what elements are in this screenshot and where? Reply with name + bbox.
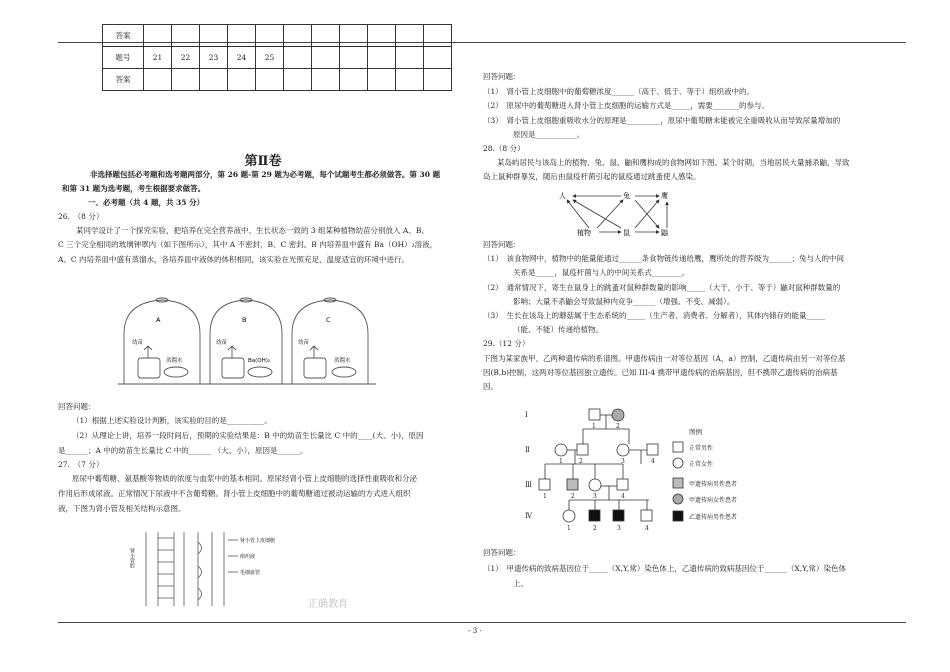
svg-text:4: 4 bbox=[645, 525, 649, 532]
q29-text-2: 因(B,b)控制，这两对等位基因独立遗传。已知 III-4 携带甲遗传病的治病基因，但不携带乙遗传病的治病基 bbox=[483, 368, 838, 377]
svg-text:2: 2 bbox=[579, 458, 583, 465]
svg-text:组织液: 组织液 bbox=[240, 554, 256, 560]
svg-text:4: 4 bbox=[651, 458, 655, 465]
q29-text-1: 下图为某家族甲、乙两种遗传病的系谱图。甲遗传病由一对等位基因（A，a）控制，乙遗传病由另一对等位基 bbox=[483, 354, 846, 363]
page-number: - 3 - bbox=[468, 627, 482, 635]
footer-rule bbox=[58, 622, 906, 623]
svg-text:肾小管上皮细胞: 肾小管上皮细胞 bbox=[240, 538, 276, 544]
svg-text:3: 3 bbox=[593, 493, 597, 500]
q27-text-1: 原尿中葡萄糖、氨基酸等物质的浓度与血浆中的基本相同。原尿经肾小管上皮细胞的选择性重吸收和分泌 bbox=[72, 474, 417, 483]
jar-label-c: C bbox=[326, 316, 331, 324]
bell-jar-figure bbox=[118, 292, 388, 392]
q26-answer-prompt: 回答问题： bbox=[58, 402, 96, 411]
instructions-line-1: 非选择题包括必考题和选考题两部分，第 26 题-第 29 题为必考题，每个试题考生都必须做答。第 30 题 bbox=[90, 170, 441, 179]
q28-sub-2a: （2） 通常情况下，寄生在鼠身上的跳蚤对鼠种群数量的影响_____（大于，小于、等于）鼬对鼠种群数量的 bbox=[483, 283, 841, 292]
svg-text:甲遗传病男性患者: 甲遗传病男性患者 bbox=[689, 481, 738, 488]
svg-text:4: 4 bbox=[621, 493, 625, 500]
jar-label-b: B bbox=[242, 316, 247, 324]
q26-sub-1: （1）根据上述实验设计判断，该实验的目的是__________。 bbox=[72, 416, 272, 425]
svg-text:植物: 植物 bbox=[577, 229, 591, 237]
q28-sub-1b: 关系是_____，鼠疫杆菌与人的中间关系式________。 bbox=[513, 268, 690, 277]
q28-text-2: 岛上鼠种群暴发，随后由鼠疫杆菌引起的鼠疫通过跳蚤使人感染。 bbox=[483, 172, 701, 181]
svg-text:1: 1 bbox=[567, 525, 571, 532]
svg-text:Ⅰ: Ⅰ bbox=[525, 411, 528, 419]
q27-text-3: 液，下图为肾小管及相关结构示意图。 bbox=[58, 504, 186, 513]
svg-text:1: 1 bbox=[559, 458, 563, 465]
table-row: 答案 bbox=[103, 25, 452, 47]
q29-answer-prompt: 回答问题： bbox=[483, 548, 521, 557]
svg-text:1: 1 bbox=[592, 423, 596, 430]
q28-sub-3a: （3） 生长在该岛上的蘑菇属于生态系统的_____（生产者、消费者、分解者），其体内储存的能量_____ bbox=[483, 311, 826, 320]
q28-sub-2b: 影响；大量不杀鼬会导致鼠种内竞争______（增强、不变、减弱）。 bbox=[513, 297, 735, 306]
svg-text:图例: 图例 bbox=[689, 428, 702, 436]
q29-sub-1a: （1） 甲遗传病的致病基因位于_____（X,Y,常）染色体上，乙遗传病的致病基因位于______（X,Y,常）染色体 bbox=[483, 564, 846, 573]
svg-text:鹰: 鹰 bbox=[661, 192, 668, 200]
q29-text-3: 因。 bbox=[483, 382, 498, 391]
svg-text:1: 1 bbox=[543, 493, 547, 500]
svg-text:毛细血管: 毛细血管 bbox=[240, 570, 261, 576]
q27-sub-1: （1） 肾小管上皮细胞中的葡萄糖浓度______（高于、低于、等于）组织液中的。 bbox=[483, 87, 755, 96]
tubule-figure bbox=[128, 528, 308, 610]
svg-text:Ⅲ: Ⅲ bbox=[525, 481, 532, 489]
svg-text:幼苗: 幼苗 bbox=[298, 340, 310, 346]
svg-text:Ⅳ: Ⅳ bbox=[525, 512, 532, 520]
svg-text:鼬: 鼬 bbox=[661, 229, 668, 237]
q27-sub-3b: 原因是___________。 bbox=[513, 130, 585, 139]
pedigree-figure bbox=[523, 404, 773, 532]
q26-text-2: C 三个完全相同的玻璃钟罩内（如下图所示），其中 A 不密封，B、C 密封。B 内培养皿中盛有 Ba（OH）₂溶液， bbox=[58, 240, 438, 249]
q28-answer-prompt: 回答问题： bbox=[483, 240, 521, 249]
svg-text:幼苗: 幼苗 bbox=[216, 340, 228, 346]
q26-number: 26. （8 分） bbox=[58, 212, 104, 221]
svg-text:3: 3 bbox=[621, 458, 625, 465]
q28-sub-1a: （1） 该食物网中，植物中的能量能通过______条食物链传递给鹰，鹰所处的营养级为______；兔与人的中间 bbox=[483, 254, 845, 263]
q28-text-1: 某岛屿居民与该岛上的植物、兔、鼠、鼬和鹰构成的食物网如下图。某个时期，当地居民大量捕杀鼬，导致 bbox=[497, 158, 850, 167]
jar-label-a: A bbox=[156, 316, 161, 324]
svg-text:3: 3 bbox=[617, 525, 621, 532]
table-row: 答案 bbox=[103, 69, 452, 91]
q26-text-3: A、C 内培养皿中盛有蒸馏水，各培养皿中液体的体积相同，该实验在光照充足，温度适宜的环境中进行。 bbox=[58, 255, 410, 264]
svg-text:2: 2 bbox=[616, 423, 620, 430]
q26-text-1: 某同学设计了一个探究实验，把培养在完全营养液中、生长状态一致的 3 组某种植物幼苗分别放入 A、B、 bbox=[76, 226, 429, 235]
section-title: 第Ⅱ卷 bbox=[244, 154, 282, 169]
q27-answer-prompt: 回答问题： bbox=[483, 72, 521, 81]
svg-text:Ⅱ: Ⅱ bbox=[525, 446, 530, 454]
svg-text:蒸馏水: 蒸馏水 bbox=[334, 358, 351, 364]
svg-text:Ba(OH)₂: Ba(OH)₂ bbox=[248, 358, 271, 364]
q27-sub-3a: （3） 肾小管上皮细胞重吸收水分的原理是_________，原尿中葡萄糖未能被完全重吸收从而导致尿量增加的 bbox=[483, 116, 841, 125]
svg-text:人: 人 bbox=[559, 192, 566, 200]
q29-number: 29.（12 分） bbox=[483, 339, 530, 348]
instructions-line-2: 和第 31 题为选考题，考生根据要求做答。 bbox=[62, 184, 206, 193]
svg-text:幼苗: 幼苗 bbox=[132, 340, 144, 346]
tubule-lumen-label: 肾小管腔 bbox=[129, 548, 135, 568]
q26-sub-2b: 是______；A 中的幼苗生长量比 C 中的______ （大、小），原因是______。 bbox=[58, 446, 308, 455]
answer-table bbox=[102, 24, 452, 91]
q26-sub-2a: （2）从理论上讲，培养一段时间后，预期的实验结果是：B 中的幼苗生长量比 C 中的____(大、小)，原因 bbox=[72, 431, 424, 440]
q27-text-2: 作用后形成尿液。正常情况下尿液中不含葡萄糖。肾小管上皮细胞中的葡萄糖通过被动运输的方式进入组织 bbox=[58, 489, 411, 498]
svg-text:兔: 兔 bbox=[623, 192, 630, 200]
q29-sub-1b: 上。 bbox=[513, 579, 528, 588]
svg-text:乙遗传病男性患者: 乙遗传病男性患者 bbox=[689, 514, 738, 521]
part-header: 一、必考题（共 4 题，共 35 分） bbox=[88, 198, 205, 207]
q27-sub-2: （2） 原尿中的葡萄糖进入肾小管上皮细胞的运输方式是_____，需要_______的参与。 bbox=[483, 101, 770, 110]
watermark: 正确教育 bbox=[308, 599, 348, 610]
svg-text:鼠: 鼠 bbox=[623, 229, 630, 237]
svg-text:正常女性: 正常女性 bbox=[689, 461, 714, 468]
svg-text:2: 2 bbox=[593, 525, 597, 532]
svg-text:2: 2 bbox=[571, 493, 575, 500]
svg-text:正常男性: 正常男性 bbox=[689, 445, 714, 452]
food-web-figure bbox=[559, 188, 689, 238]
svg-text:甲遗传病女性患者: 甲遗传病女性患者 bbox=[689, 497, 738, 504]
svg-text:蒸馏水: 蒸馏水 bbox=[166, 358, 183, 364]
q28-sub-3b: （能、不能）传递给植物。 bbox=[513, 325, 603, 334]
q28-number: 28.（8 分） bbox=[483, 144, 525, 153]
q27-number: 27. （7 分） bbox=[58, 460, 104, 469]
table-row: 题号 21 22 23 24 25 bbox=[103, 47, 452, 69]
